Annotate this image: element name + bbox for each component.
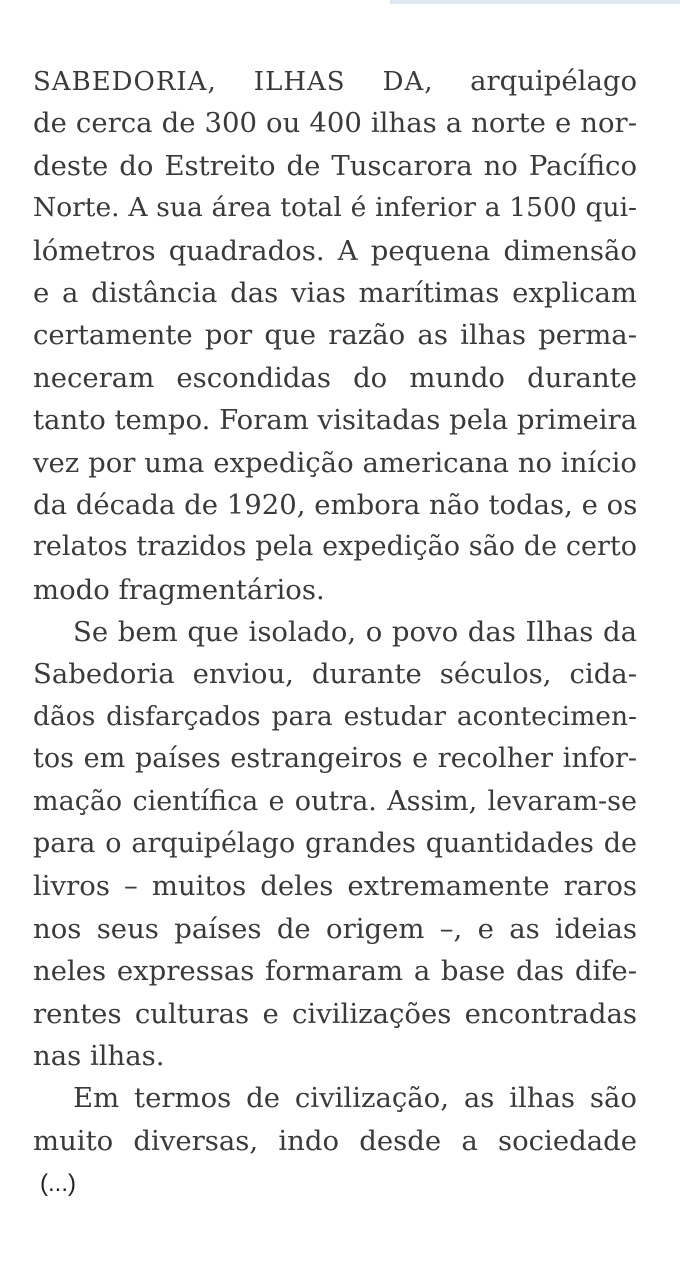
continuation-marker: (...) bbox=[40, 1170, 76, 1197]
entry-term: SABEDORIA, ILHAS DA, bbox=[33, 67, 434, 97]
text-line: rentes culturas e civilizações encontradas bbox=[33, 997, 637, 1030]
encyclopedia-entry bbox=[33, 60, 637, 1162]
text-line: Sabedoria enviou, durante séculos, cida- bbox=[33, 658, 637, 691]
text-line: vez por uma expedição americana no início bbox=[33, 446, 637, 479]
paragraph-2 bbox=[33, 611, 637, 1077]
entry-first-line-rest: arquipélago bbox=[470, 65, 638, 97]
paragraph-3 bbox=[33, 1077, 637, 1162]
text-line: neles expressas formaram a base das dife- bbox=[33, 955, 637, 988]
text-line: nos seus países de origem –, e as ideias bbox=[33, 912, 637, 945]
text-line: modo fragmentários. bbox=[33, 573, 325, 606]
text-line: muito diversas, indo desde a sociedade bbox=[33, 1124, 637, 1157]
text-line: nas ilhas. bbox=[33, 1039, 165, 1072]
text-line: da década de 1920, embora não todas, e os bbox=[33, 488, 638, 521]
paragraph-1 bbox=[33, 60, 637, 611]
text-line: Se bem que isolado, o povo das Ilhas da bbox=[73, 616, 637, 649]
text-line: dãos disfarçados para estudar acontecimen- bbox=[33, 700, 637, 732]
text-line: Norte. A sua área total é inferior a 1500 qui- bbox=[33, 192, 637, 224]
text-line: certamente por que razão as ilhas perma- bbox=[33, 319, 637, 352]
text-line: e a distância das vias marítimas explicam bbox=[33, 276, 637, 309]
entry-heading-line bbox=[33, 60, 637, 102]
text-line: mação científica e outra. Assim, levaram-se bbox=[33, 785, 637, 817]
text-line: lómetros quadrados. A pequena dimensão bbox=[33, 234, 637, 267]
text-line: neceram escondidas do mundo durante bbox=[33, 361, 637, 394]
text-line: tos em países estrangeiros e recolher infor- bbox=[33, 743, 637, 775]
text-line: para o arquipélago grandes quantidades de bbox=[33, 828, 637, 860]
text-line: deste do Estreito de Tuscarora no Pacífico bbox=[33, 149, 637, 182]
text-line: Em termos de civilização, as ilhas são bbox=[73, 1082, 637, 1115]
text-line: livros – muitos deles extremamente raros bbox=[33, 870, 637, 903]
text-line: tanto tempo. Foram visitadas pela primeira bbox=[33, 404, 638, 437]
top-edge-strip bbox=[390, 0, 680, 4]
text-line: relatos trazidos pela expedição são de certo bbox=[33, 531, 637, 563]
text-line: de cerca de 300 ou 400 ilhas a norte e nor- bbox=[33, 107, 637, 140]
